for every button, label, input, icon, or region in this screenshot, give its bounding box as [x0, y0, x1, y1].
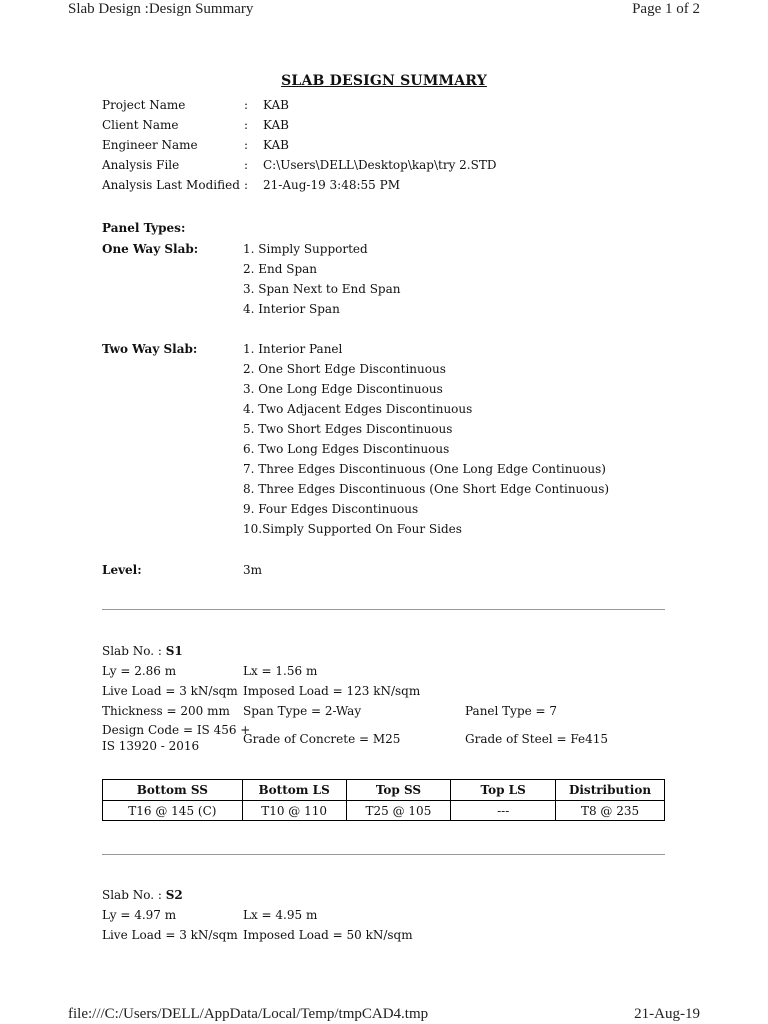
table-header: Top LS — [451, 780, 556, 801]
slab-lx: Lx = 4.95 m — [243, 908, 318, 922]
analysis-file-label: Analysis File — [102, 158, 180, 172]
slab-ly: Ly = 4.97 m — [102, 908, 177, 922]
slab-design-code-line2: IS 13920 - 2016 — [102, 739, 200, 753]
engineer-name-label: Engineer Name — [102, 138, 198, 152]
slab-design-code-line1: Design Code = IS 456 + — [102, 723, 251, 737]
slab-number — [102, 887, 183, 903]
table-header: Bottom LS — [242, 780, 346, 801]
slab-live-load: Live Load = 3 kN/sqm — [102, 684, 238, 698]
page-number: Page 1 of 2 — [632, 1, 700, 17]
page-header-title: Slab Design :Design Summary — [68, 1, 254, 17]
table-cell: --- — [451, 801, 556, 821]
slab-steel-grade: Grade of Steel = Fe415 — [465, 732, 608, 746]
section-divider — [102, 609, 665, 610]
project-name-sep: : — [244, 98, 249, 112]
two-way-item: 6. Two Long Edges Discontinuous — [243, 442, 450, 456]
table-row — [103, 801, 665, 821]
footer-date: 21-Aug-19 — [634, 1006, 700, 1022]
table-header-row — [103, 780, 665, 801]
one-way-item: 3. Span Next to End Span — [243, 282, 401, 296]
one-way-item: 1. Simply Supported — [243, 242, 368, 256]
slab-concrete-grade: Grade of Concrete = M25 — [243, 732, 401, 746]
slab-panel-type: Panel Type = 7 — [465, 704, 558, 718]
two-way-item: 2. One Short Edge Discontinuous — [243, 362, 446, 376]
slab-live-load: Live Load = 3 kN/sqm — [102, 928, 238, 942]
slab-number — [102, 643, 183, 659]
footer-file-url: file:///C:/Users/DELL/AppData/Local/Temp/tmpCAD4.tmp — [68, 1006, 429, 1022]
one-way-slab-label: One Way Slab: — [102, 242, 199, 256]
table-header: Bottom SS — [103, 780, 243, 801]
level-value: 3m — [243, 563, 263, 577]
level-label: Level: — [102, 563, 142, 577]
two-way-slab-label: Two Way Slab: — [102, 342, 198, 356]
reinforcement-table — [102, 779, 665, 821]
slab-imposed-load: Imposed Load = 50 kN/sqm — [243, 928, 413, 942]
engineer-name-sep: : — [244, 138, 249, 152]
slab-lx: Lx = 1.56 m — [243, 664, 318, 678]
engineer-name-value: KAB — [263, 138, 289, 152]
table-cell: T25 @ 105 — [346, 801, 451, 821]
two-way-item: 1. Interior Panel — [243, 342, 343, 356]
analysis-file-sep: : — [244, 158, 249, 172]
two-way-item: 3. One Long Edge Discontinuous — [243, 382, 443, 396]
one-way-item: 4. Interior Span — [243, 302, 340, 316]
slab-span-type: Span Type = 2-Way — [243, 704, 362, 718]
two-way-item: 7. Three Edges Discontinuous (One Long Edge Continuous) — [243, 462, 606, 476]
two-way-item: 10.Simply Supported On Four Sides — [243, 522, 462, 536]
project-name-label: Project Name — [102, 98, 186, 112]
slab-imposed-load: Imposed Load = 123 kN/sqm — [243, 684, 421, 698]
table-cell: T8 @ 235 — [556, 801, 665, 821]
table-header: Top SS — [346, 780, 451, 801]
client-name-label: Client Name — [102, 118, 179, 132]
slab-number-label: Slab No. : — [102, 644, 166, 658]
panel-types-heading: Panel Types: — [102, 221, 186, 235]
section-divider — [102, 854, 665, 855]
analysis-modified-value: 21-Aug-19 3:48:55 PM — [263, 178, 400, 192]
slab-ly: Ly = 2.86 m — [102, 664, 177, 678]
table-cell: T10 @ 110 — [242, 801, 346, 821]
project-name-value: KAB — [263, 98, 289, 112]
document-title: SLAB DESIGN SUMMARY — [281, 73, 487, 89]
analysis-modified-label: Analysis Last Modified — [102, 178, 240, 192]
client-name-value: KAB — [263, 118, 289, 132]
two-way-item: 5. Two Short Edges Discontinuous — [243, 422, 453, 436]
two-way-item: 9. Four Edges Discontinuous — [243, 502, 419, 516]
table-cell: T16 @ 145 (C) — [103, 801, 243, 821]
client-name-sep: : — [244, 118, 249, 132]
analysis-modified-sep: : — [244, 178, 249, 192]
slab-thickness: Thickness = 200 mm — [102, 704, 230, 718]
slab-number-label: Slab No. : — [102, 888, 166, 902]
analysis-file-value: C:\Users\DELL\Desktop\kap\try 2.STD — [263, 158, 497, 172]
two-way-item: 8. Three Edges Discontinuous (One Short Edge Continuous) — [243, 482, 610, 496]
table-header: Distribution — [556, 780, 665, 801]
slab-number-value: S1 — [165, 644, 183, 658]
one-way-item: 2. End Span — [243, 262, 318, 276]
slab-number-value: S2 — [165, 888, 183, 902]
two-way-item: 4. Two Adjacent Edges Discontinuous — [243, 402, 473, 416]
